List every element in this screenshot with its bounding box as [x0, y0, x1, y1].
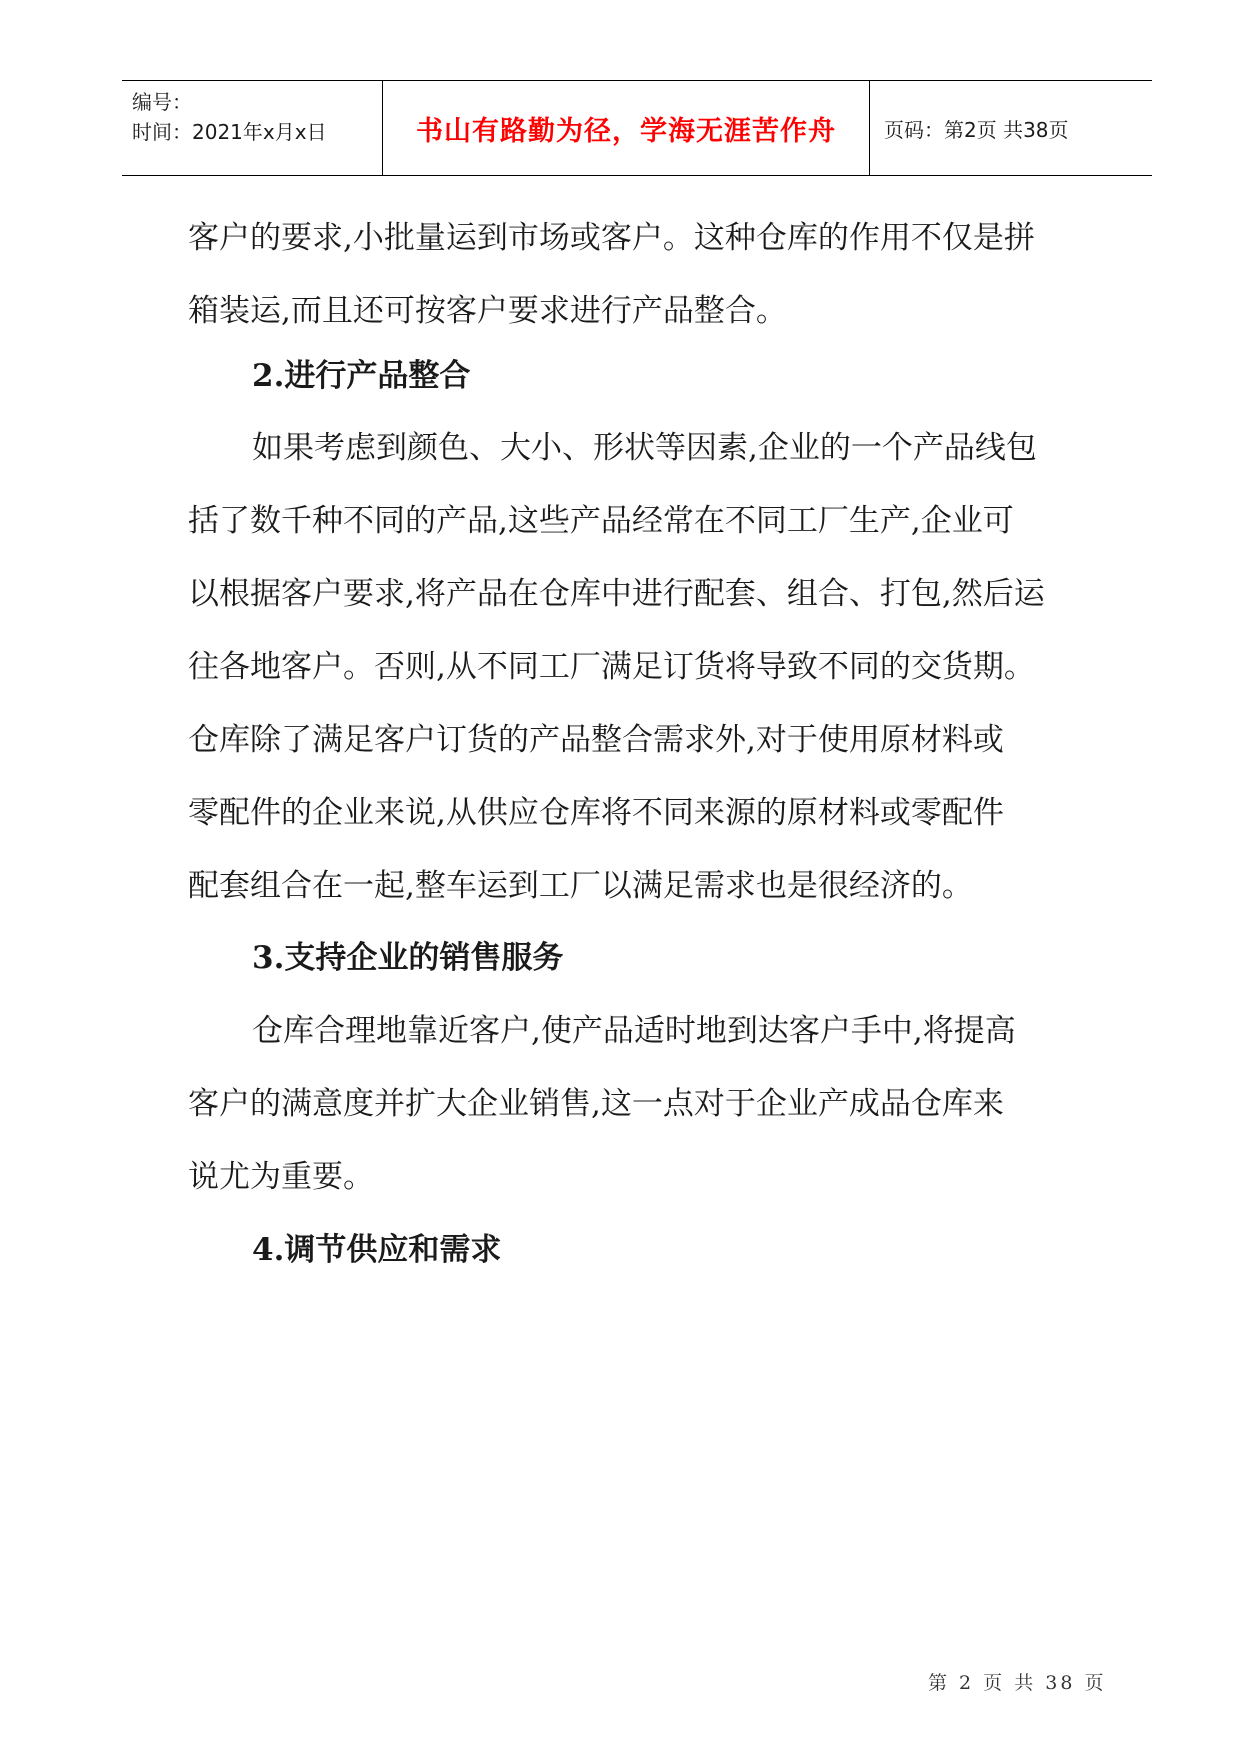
paragraph-line: 括了数千种不同的产品,这些产品经常在不同工厂生产,企业可	[188, 503, 1014, 539]
paragraph-line: 配套组合在一起,整车运到工厂以满足需求也是很经济的。	[188, 868, 973, 904]
header-motto: 书山有路勤为径，学海无涯苦作舟	[416, 115, 836, 147]
paragraph-line: 说尤为重要。	[188, 1159, 374, 1195]
header-page-info: 页码：第2页 共38页	[884, 117, 1069, 142]
paragraph-line: 往各地客户。否则,从不同工厂满足订货将导致不同的交货期。	[188, 649, 1035, 685]
section-heading: 4.调节供应和需求	[252, 1232, 502, 1268]
header-page-cell	[870, 81, 1152, 175]
date-label: 时间：2021年x月x日	[132, 120, 327, 144]
page-footer: 第 2 页 共 38 页	[928, 1672, 1107, 1694]
header-motto-cell	[383, 81, 870, 175]
header-meta	[122, 81, 383, 175]
paragraph-line: 零配件的企业来说,从供应仓库将不同来源的原材料或零配件	[188, 795, 1004, 831]
paragraph-line: 箱装运,而且还可按客户要求进行产品整合。	[188, 293, 787, 329]
paragraph-line: 以根据客户要求,将产品在仓库中进行配套、组合、打包,然后运	[188, 576, 1045, 612]
section-heading: 2.进行产品整合	[252, 358, 471, 394]
paragraph-line: 客户的满意度并扩大企业销售,这一点对于企业产成品仓库来	[188, 1086, 1004, 1122]
serial-number-label: 编号：	[132, 90, 192, 114]
paragraph-line: 仓库除了满足客户订货的产品整合需求外,对于使用原材料或	[188, 722, 1004, 758]
section-heading: 3.支持企业的销售服务	[252, 940, 564, 976]
paragraph-line: 如果考虑到颜色、大小、形状等因素,企业的一个产品线包	[252, 430, 1037, 466]
document-header	[122, 80, 1152, 176]
paragraph-line: 客户的要求,小批量运到市场或客户。这种仓库的作用不仅是拼	[188, 220, 1035, 256]
paragraph-line: 仓库合理地靠近客户,使产品适时地到达客户手中,将提高	[252, 1013, 1016, 1049]
